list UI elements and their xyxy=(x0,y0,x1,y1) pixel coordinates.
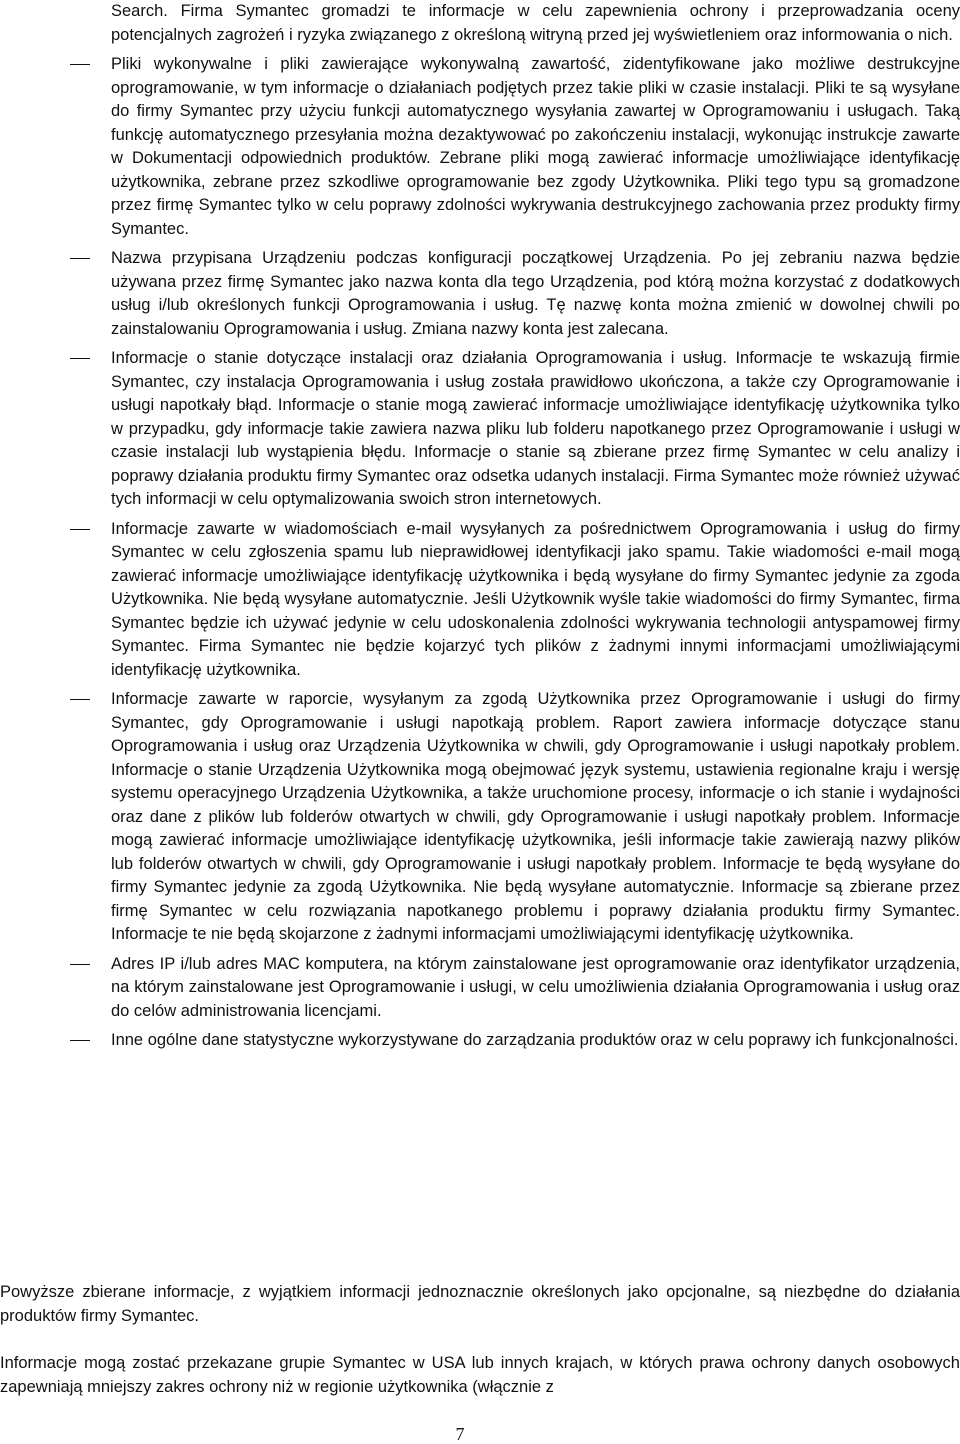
dash-bullet-icon xyxy=(70,529,90,530)
list-item xyxy=(0,518,960,683)
list-item-text: Inne ogólne dane statystyczne wykorzystywane do zarządzania produktów oraz w celu poprawy ich funkcjonalności. xyxy=(111,1031,959,1049)
dash-bullet-icon xyxy=(70,64,90,65)
list-item-text: Pliki wykonywalne i pliki zawierające wykonywalną zawartość, zidentyfikowane jako możliwe destrukcyjne oprogramowanie, w tym informacje o działaniach podjętych przez takie pliki w czasie instalacji. Pliki te są wysyłane do firmy Symantec przy użyciu funkcji automatycznego wysyłania zawartej w Oprogramowaniu i usługach. Taką funkcję automatycznego przesyłania można dezaktywować po zakończeniu instalacji, wykonując instrukcje zawarte w Dokumentacji odpowiednich produktów. Zebrane pliki mogą zawierać informacje umożliwiające identyfikację użytkownika, zebrane przez szkodliwe oprogramowanie bez zgody Użytkownika. Pliki tego typu są gromadzone przez firmę Symantec tylko w celu poprawy zdolności wykrywania destrukcyjnego zachowania przez produkty firmy Symantec. xyxy=(111,55,960,238)
body-paragraph: Informacje mogą zostać przekazane grupie Symantec w USA lub innych krajach, w których prawa ochrony danych osobowych zapewniają mniejszy zakres ochrony niż w regionie użytkownika (włącznie z xyxy=(0,1354,960,1396)
dash-bullet-icon xyxy=(70,358,90,359)
list-item-text: Adres IP i/lub adres MAC komputera, na którym zainstalowane jest oprogramowanie oraz identyfikator urządzenia, na którym zainstalowane jest Oprogramowanie i usługi, w celu umożliwienia działania Oprogramowania i usług oraz do celów administrowania licencjami. xyxy=(111,954,960,1020)
list-item xyxy=(0,0,960,47)
dash-bullet-icon xyxy=(70,1040,90,1041)
list-item-text: Informacje zawarte w raporcie, wysyłanym za zgodą Użytkownika przez Oprogramowanie i usługi do firmy Symantec, gdy Oprogramowanie i usługi napotkają problem. Raport zawiera informacje dotyczące stanu Oprogramowania i usług oraz Urządzenia Użytkownika w chwili, gdy Oprogramowanie i usługi napotkały problem. Informacje o stanie Urządzenia Użytkownika mogą obejmować język systemu, ustawienia regionalne kraju i wersję systemu operacyjnego Urządzenia Użytkownika, a także uruchomione procesy, informacje o ich stanie i wydajności oraz dane z plików lub folderów otwartych w chwili, gdy Oprogramowanie i usługi napotkały problem. Informacje mogą zawierać informacje umożliwiające identyfikację użytkownika, jeśli informacje takie zawierają nazwy plików lub folderów otwartych w chwili, gdy Oprogramowanie i usługi napotkały problem. Informacje te będą wysyłane do firmy Symantec jedynie za zgodą Użytkownika. Nie będą wysyłane automatycznie. Informacje są zbierane przez firmę Symantec w celu rozwiązania napotkanego problemu i poprawy działania produktu firmy Symantec. Informacje te nie będą skojarzone z żadnymi informacjami umożliwiającymi identyfikację użytkownika. xyxy=(111,690,960,943)
dash-bullet-icon xyxy=(70,258,90,259)
list-item xyxy=(0,1029,960,1053)
list-item xyxy=(0,347,960,512)
dash-bullet-icon xyxy=(70,699,90,700)
list-item xyxy=(0,53,960,241)
list-item-text: Informacje zawarte w wiadomościach e-mail wysyłanych za pośrednictwem Oprogramowania i usług do firmy Symantec w celu zgłoszenia spamu lub nieprawidłowej identyfikacji jako spamu. Takie wiadomości e-mail mogą zawierać informacje umożliwiające identyfikację użytkownika i będą wysyłane do firmy Symantec jedynie za zgoda Użytkownika. Nie będą wysyłane automatycznie. Jeśli Użytkownik wyśle takie wiadomości do firmy Symantec, firma Symantec będzie ich używać jedynie w celu udoskonalenia zdolności wykrywania technologii antyspamowej firmy Symantec. Firma Symantec nie będzie kojarzyć tych plików z żadnymi innymi informacjami umożliwiającymi identyfikację użytkownika. xyxy=(111,519,960,679)
list-item-text: Nazwa przypisana Urządzeniu podczas konfiguracji początkowej Urządzenia. Po jej zebraniu nazwa będzie używana przez firmę Symantec jako nazwa konta dla tego Urządzenia, pod którą można korzystać z dodatkowych usług i/lub określonych funkcji Oprogramowania i usług. Tę nazwę konta można zmienić w dowolnej chwili po zainstalowaniu Oprogramowania i usług. Zmiana nazwy konta jest zalecana. xyxy=(111,249,960,338)
list-item xyxy=(0,688,960,947)
dash-bullet-icon xyxy=(70,964,90,965)
list-item xyxy=(0,247,960,341)
list-item-text: Informacje o stanie dotyczące instalacji oraz działania Oprogramowania i usług. Informacje te wskazują firmie Symantec, czy instalacja Oprogramowania i usług została prawidłowo ukończona, a także czy Oprogramowanie i usługi napotkały błąd. Informacje o stanie mogą zawierać informacje umożliwiające identyfikację użytkownika tylko w przypadku, gdy informacje takie zawiera nazwa pliku lub folderu napotkanego przez Oprogramowanie i usługi w czasie instalacji lub wystąpienia błędu. Informacje o stanie są zbierane przez firmę Symantec w celu analizy i poprawy działania produktu firmy Symantec oraz odsetka udanych instalacji. Firma Symantec może również używać tych informacji w celu optymalizowania swoich stron internetowych. xyxy=(111,349,960,508)
page-number: 7 xyxy=(455,1424,465,1444)
body-paragraph: Powyższe zbierane informacje, z wyjątkiem informacji jednoznacznie określonych jako opcjonalne, są niezbędne do działania produktów firmy Symantec. xyxy=(0,1283,960,1325)
list-item-text: Search. Firma Symantec gromadzi te informacje w celu zapewnienia ochrony i przeprowadzania oceny potencjalnych zagrożeń i ryzyka związanego z określoną witryną przed jej wyświetleniem oraz informowania o nich. xyxy=(111,2,960,44)
list-item xyxy=(0,953,960,1024)
